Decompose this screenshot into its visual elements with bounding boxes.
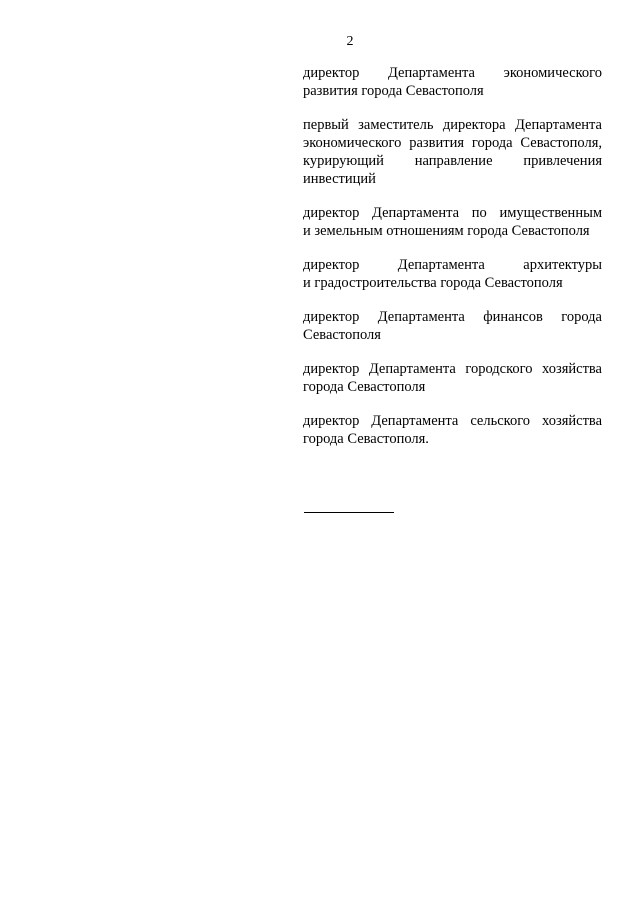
page-number: 2 [346, 34, 354, 49]
entry-line: и земельным отношениям города Севастополя [303, 223, 590, 239]
entry-line: курирующий направление привлечения [303, 153, 602, 169]
entry-line: директор Департамента по имущественным [303, 205, 602, 221]
entry-line: директор Департамента архитектуры [303, 257, 602, 273]
position-entry [303, 308, 602, 344]
entry-line: первый заместитель директора Департамента [303, 117, 602, 133]
entry-line: директор Департамента экономического [303, 65, 602, 81]
entry-line: директор Департамента городского хозяйства [303, 361, 602, 377]
position-entry [303, 256, 602, 292]
position-entry [303, 360, 602, 396]
position-entry [303, 204, 602, 240]
position-entry [303, 116, 602, 188]
entry-line: города Севастополя. [303, 431, 429, 447]
entry-line: и градостроительства города Севастополя [303, 275, 563, 291]
closing-divider-line [304, 512, 394, 513]
entry-line: директор Департамента финансов города [303, 309, 602, 325]
entry-line: города Севастополя [303, 379, 426, 395]
entry-line: директор Департамента сельского хозяйства [303, 413, 602, 429]
entry-line: экономического развития города Севастополя, [303, 135, 602, 151]
entry-line: Севастополя [303, 327, 381, 343]
entry-line: развития города Севастополя [303, 83, 484, 99]
position-list [303, 64, 602, 464]
position-entry [303, 412, 602, 448]
entry-line: инвестиций [303, 171, 376, 187]
position-entry [303, 64, 602, 100]
